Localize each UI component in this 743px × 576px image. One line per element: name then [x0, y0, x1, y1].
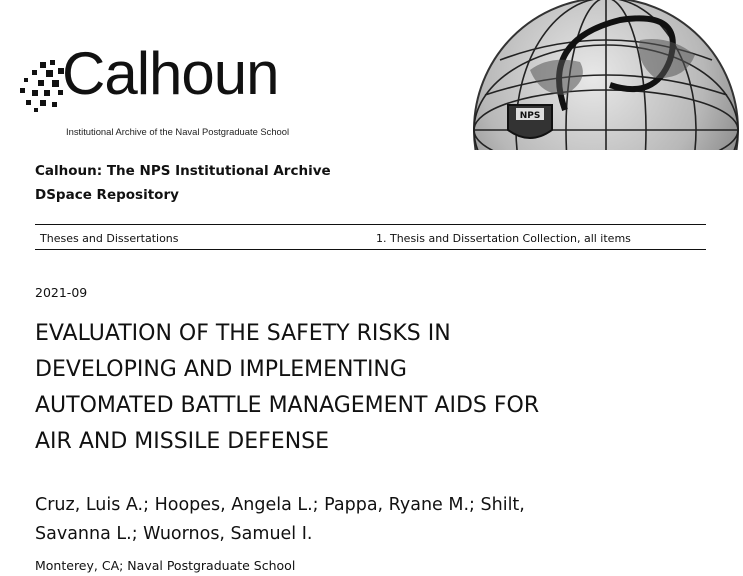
calhoun-logo	[18, 40, 308, 145]
globe-icon	[470, 0, 743, 150]
community-label: Theses and Dissertations	[40, 232, 179, 245]
collection-label: 1. Thesis and Dissertation Collection, all items	[376, 232, 631, 245]
title-line: AIR AND MISSILE DEFENSE	[35, 429, 330, 454]
publication-date: 2021-09	[35, 285, 88, 300]
logo-subtitle: Institutional Archive of the Naval Postgraduate School	[66, 126, 290, 137]
document-title	[35, 316, 675, 460]
title-line: AUTOMATED BATTLE MANAGEMENT AIDS FOR	[35, 393, 540, 418]
author-line: Savanna L.; Wuornos, Samuel I.	[35, 524, 313, 544]
divider-bottom	[35, 249, 706, 250]
publisher: Monterey, CA; Naval Postgraduate School	[35, 558, 296, 573]
title-line: DEVELOPING AND IMPLEMENTING	[35, 357, 407, 382]
logo-wordmark: Calhoun	[62, 40, 279, 107]
seal-text: NPS	[519, 111, 541, 121]
author-list	[35, 491, 695, 549]
author-line: Cruz, Luis A.; Hoopes, Angela L.; Pappa, Ryane M.; Shilt,	[35, 495, 525, 515]
archive-name: Calhoun: The NPS Institutional Archive	[35, 163, 331, 179]
repository-name: DSpace Repository	[35, 187, 179, 203]
title-line: EVALUATION OF THE SAFETY RISKS IN	[35, 321, 451, 346]
divider-top	[35, 224, 706, 225]
nps-seal-icon	[508, 105, 552, 138]
